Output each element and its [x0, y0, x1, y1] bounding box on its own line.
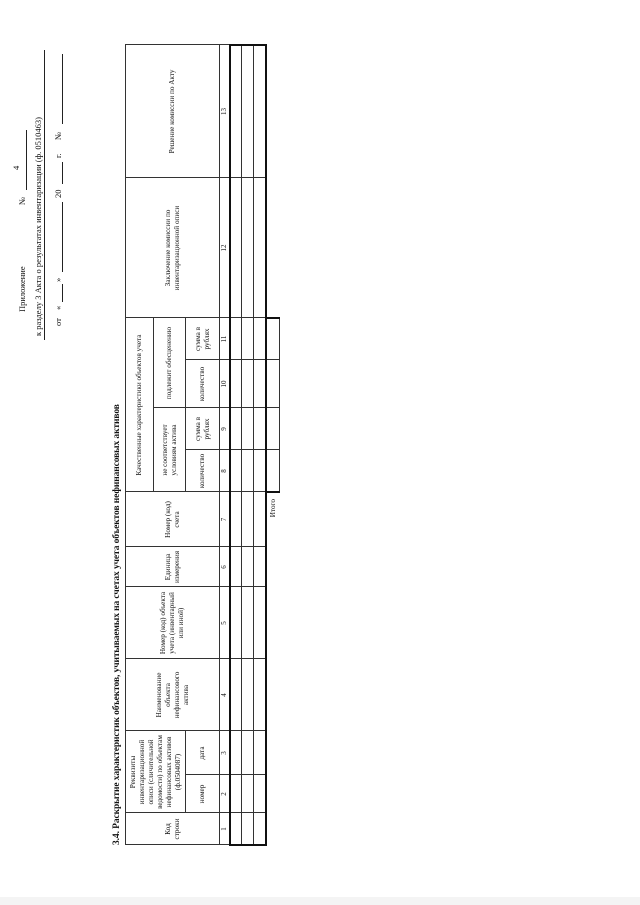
- table-cell: [230, 547, 242, 587]
- appendix-number-sign: №: [17, 196, 27, 205]
- table-cell: [230, 492, 242, 547]
- table-cell: [230, 45, 242, 178]
- table-cell: [230, 587, 242, 659]
- table-cell: [254, 408, 266, 450]
- table-cell: [230, 408, 242, 450]
- column-number: 11: [220, 318, 230, 360]
- table-cell: [230, 178, 242, 318]
- header-quantity-a: количество: [186, 450, 220, 492]
- table-cell: [254, 492, 266, 547]
- table-cell: [254, 178, 266, 318]
- table-cell: [230, 450, 242, 492]
- table-cell: [254, 587, 266, 659]
- table-cell: [242, 178, 254, 318]
- total-cell: [266, 360, 280, 408]
- header-req-number: номер: [186, 775, 220, 813]
- header-quantity-b: количество: [186, 360, 220, 408]
- table-cell: [242, 45, 254, 178]
- date-quote-open: «: [53, 305, 63, 310]
- table-cell: [242, 360, 254, 408]
- column-number: 6: [220, 547, 230, 587]
- table-row: [254, 45, 266, 845]
- header-impairment: подлежит обесценению: [154, 318, 186, 408]
- table-cell: [254, 547, 266, 587]
- header-not-matching: не соответствует условиям актива: [154, 408, 186, 492]
- column-number: 5: [220, 587, 230, 659]
- header-sum-b: сумма в рублях: [186, 318, 220, 360]
- total-cell: [266, 450, 280, 492]
- table-cell: [230, 775, 242, 813]
- table-cell: [254, 450, 266, 492]
- table-cell: [254, 775, 266, 813]
- column-number: 7: [220, 492, 230, 547]
- column-number: 8: [220, 450, 230, 492]
- column-number-row: [220, 45, 230, 845]
- nonfinancial-assets-table: [125, 44, 280, 846]
- column-number: 2: [220, 775, 230, 813]
- table-row: [230, 45, 242, 845]
- table-cell: [254, 731, 266, 775]
- table-cell: [230, 659, 242, 731]
- section-reference-line: [44, 50, 45, 340]
- header-qualitative-characteristics: Качественные характеристики объектов учета: [126, 318, 154, 492]
- column-number: 1: [220, 813, 230, 845]
- appendix-number-line: [26, 130, 27, 190]
- header-req-date: дата: [186, 731, 220, 775]
- header-account-number: Номер (код) счета: [126, 492, 220, 547]
- table-cell: [242, 775, 254, 813]
- appendix-label: Приложение: [17, 266, 27, 312]
- year-prefix: 20: [53, 189, 63, 198]
- scan-edge: [0, 897, 640, 905]
- table-cell: [254, 318, 266, 360]
- table-cell: [254, 45, 266, 178]
- column-number: 10: [220, 360, 230, 408]
- table-cell: [242, 731, 254, 775]
- year-suffix: г.: [53, 153, 63, 158]
- table-cell: [254, 813, 266, 845]
- table-row: [242, 45, 254, 845]
- date-day-line: [62, 284, 63, 302]
- table-cell: [254, 360, 266, 408]
- total-cell: [266, 318, 280, 360]
- header-object-number: Номер (код) объекта учета (инвентарный или иной): [126, 587, 220, 659]
- total-cell: [266, 408, 280, 450]
- date-from: от: [53, 318, 63, 326]
- table-cell: [242, 318, 254, 360]
- header-commission-decision: Решение комиссии по Акту: [126, 45, 220, 178]
- rotated-document-sheet: [0, 40, 540, 860]
- date-month-line: [62, 202, 63, 272]
- header-asset-name: Наименование объекта нефинансового актива: [126, 659, 220, 731]
- doc-number-sign: №: [53, 131, 63, 140]
- empty-cell: [266, 45, 280, 178]
- table-cell: [242, 813, 254, 845]
- column-number: 9: [220, 408, 230, 450]
- table-cell: [230, 318, 242, 360]
- header-commission-conclusion: Заключение комиссии по инвентаризационной описи: [126, 178, 220, 318]
- column-number: 12: [220, 178, 230, 318]
- date-year-line: [62, 162, 63, 184]
- column-number: 13: [220, 45, 230, 178]
- table-cell: [254, 659, 266, 731]
- column-number: 3: [220, 731, 230, 775]
- doc-number-line: [62, 54, 63, 124]
- header-line-code: Код строки: [126, 813, 220, 845]
- table-cell: [242, 450, 254, 492]
- header-unit: Единица измерения: [126, 547, 220, 587]
- section-reference: к разделу 3 Акта о результатах инвентаризации (ф. 0510463): [33, 117, 43, 336]
- table-cell: [242, 659, 254, 731]
- total-row: [266, 45, 280, 845]
- date-quote-close: »: [53, 277, 63, 282]
- table-cell: [242, 492, 254, 547]
- section-title: 3.4. Раскрытие характеристик объектов, учитываемых на счетах учета объектов нефинансовых активов: [112, 404, 122, 845]
- column-number: 4: [220, 659, 230, 731]
- header-requisites: Реквизиты инвентаризационной описи (сличительной ведомости) по объектам нефинансовых активов (ф.0504087): [126, 731, 186, 813]
- table-cell: [230, 731, 242, 775]
- table-cell: [230, 360, 242, 408]
- table-cell: [230, 813, 242, 845]
- total-label: Итого: [268, 498, 277, 518]
- table-header-row: [126, 45, 154, 845]
- table-cell: [242, 408, 254, 450]
- appendix-number: 4: [11, 165, 21, 170]
- header-sum-a: сумма в рублях: [186, 408, 220, 450]
- empty-cell: [266, 178, 280, 318]
- table-cell: [242, 547, 254, 587]
- table-cell: [242, 587, 254, 659]
